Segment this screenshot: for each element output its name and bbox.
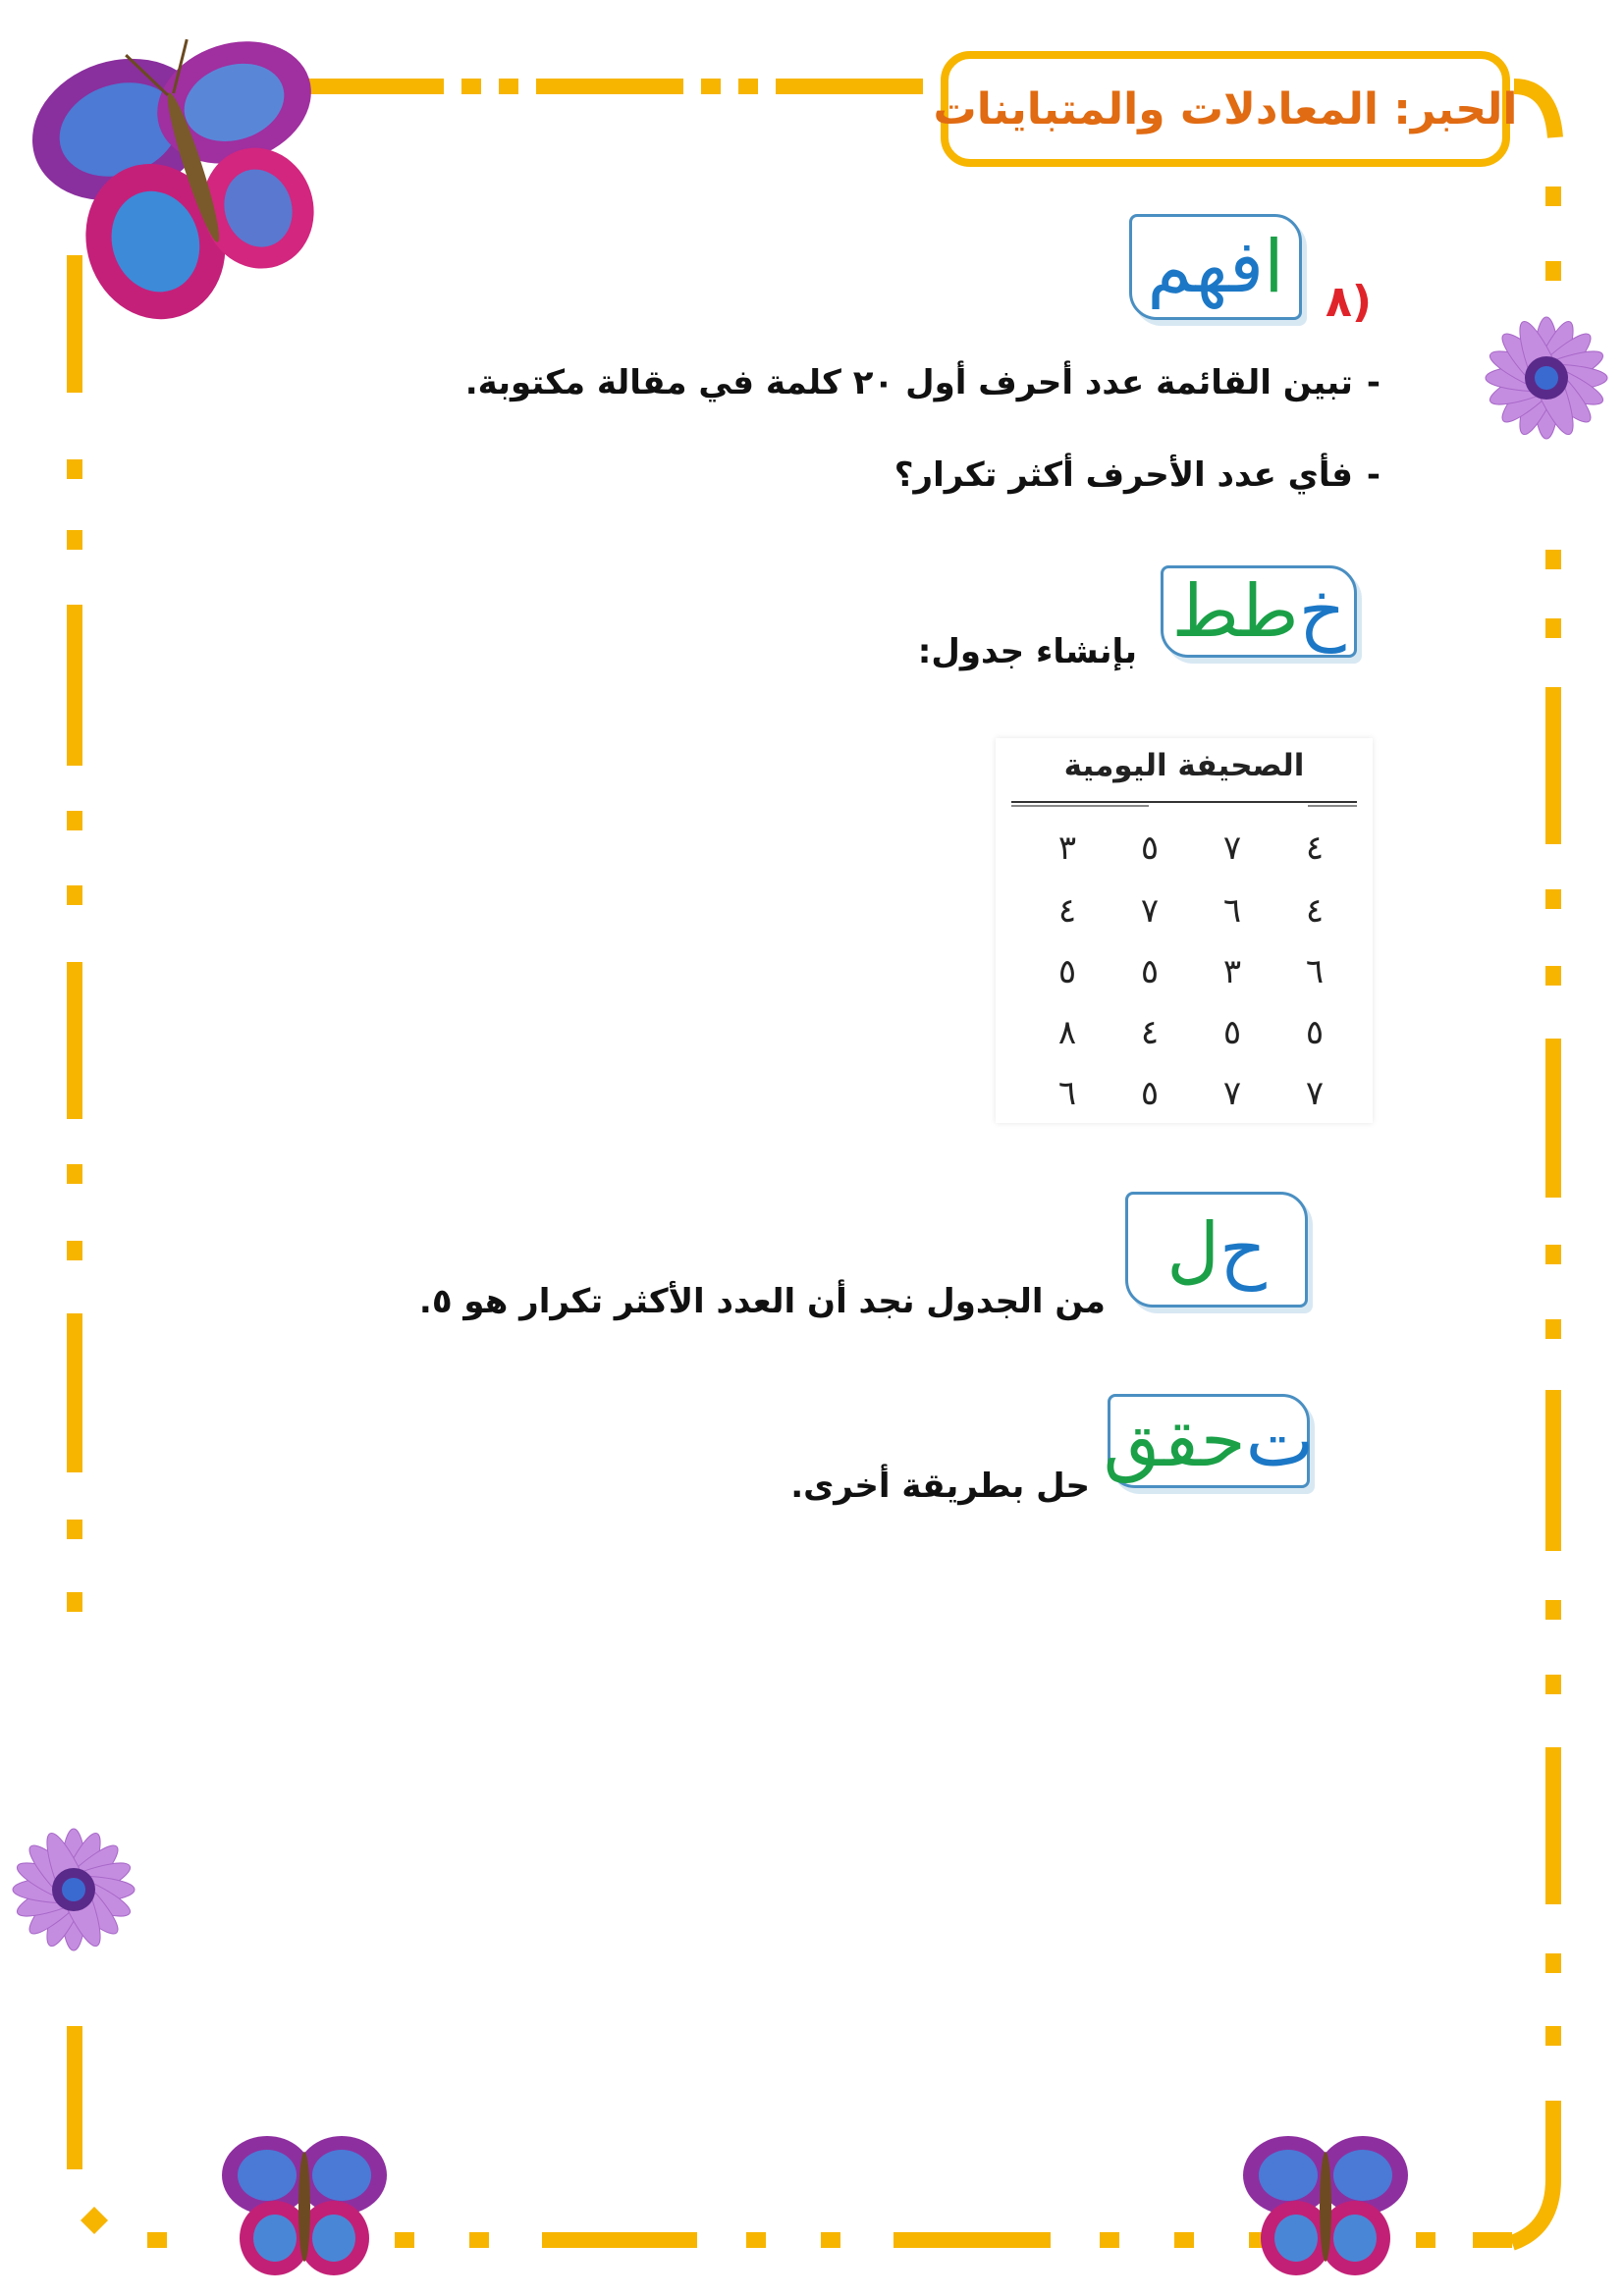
plan-label-part2: طط (1171, 569, 1299, 654)
understand-label (1129, 214, 1302, 320)
page-title: الحبر: المعادلات والمتباينات (933, 83, 1518, 134)
table-cell: ٤ (1305, 828, 1325, 868)
check-text: حل بطريقة أخرى. (790, 1467, 1090, 1506)
check-label-part1: ت (1245, 1399, 1315, 1483)
problem-text: تبين القائمة عدد أحرف أول ٢٠ كلمة في مقالة مكتوبة. (464, 363, 1353, 402)
table-cell: ٤ (1057, 891, 1077, 931)
table-cell: ٥ (1140, 952, 1160, 991)
table-cell: ٥ (1305, 1013, 1325, 1052)
solve-label (1125, 1192, 1308, 1308)
plan-label-part1: خ (1298, 569, 1346, 654)
newspaper-title: الصحيفة اليومية (1063, 748, 1305, 783)
check-label-part2: حقق (1103, 1399, 1246, 1483)
divider (1308, 805, 1357, 807)
table-cell: ٦ (1057, 1074, 1077, 1113)
divider (1011, 801, 1357, 803)
table-cell: ٧ (1305, 1074, 1325, 1113)
bullet: - (1366, 363, 1380, 402)
butterfly-icon (1239, 2128, 1412, 2281)
check-label (1103, 1394, 1315, 1488)
problem-line-1 (465, 363, 1380, 402)
title-box (933, 51, 1518, 167)
newspaper-table (996, 738, 1373, 1123)
table-cell: ٣ (1222, 952, 1242, 991)
table-cell: ٥ (1140, 1074, 1160, 1113)
solve-label-part2: ل (1166, 1207, 1219, 1292)
table-cell: ٧ (1140, 891, 1160, 931)
table-cell: ٦ (1222, 891, 1242, 931)
table-cell: ٤ (1305, 891, 1325, 931)
table-cell: ٥ (1140, 828, 1160, 868)
question-number: ٨) (1326, 277, 1372, 327)
table-cell: ٦ (1305, 952, 1325, 991)
table-cell: ٧ (1222, 1074, 1242, 1113)
table-cell: ٧ (1222, 828, 1242, 868)
problem-line-2 (894, 455, 1380, 495)
understand-label-part1: ا (1264, 225, 1284, 309)
flower-icon (1473, 304, 1620, 452)
understand-label-part2: فهم (1147, 225, 1265, 309)
butterfly-icon (20, 0, 373, 353)
table-cell: ٤ (1140, 1013, 1160, 1052)
solve-text: من الجدول نجد أن العدد الأكثر تكرار هو ٥. (418, 1282, 1106, 1321)
solve-label-part1: ح (1219, 1207, 1267, 1292)
table-cell: ٥ (1222, 1013, 1242, 1052)
bullet: - (1366, 455, 1380, 495)
plan-label (1161, 565, 1357, 658)
butterfly-icon (218, 2128, 391, 2281)
table-cell: ٨ (1057, 1013, 1077, 1052)
problem-text: فأي عدد الأحرف أكثر تكرار؟ (893, 455, 1353, 495)
plan-text: بإنشاء جدول: (917, 632, 1137, 671)
table-cell: ٣ (1057, 828, 1077, 868)
table-cell: ٥ (1057, 952, 1077, 991)
divider (1011, 805, 1149, 807)
flower-icon (0, 1816, 147, 1963)
